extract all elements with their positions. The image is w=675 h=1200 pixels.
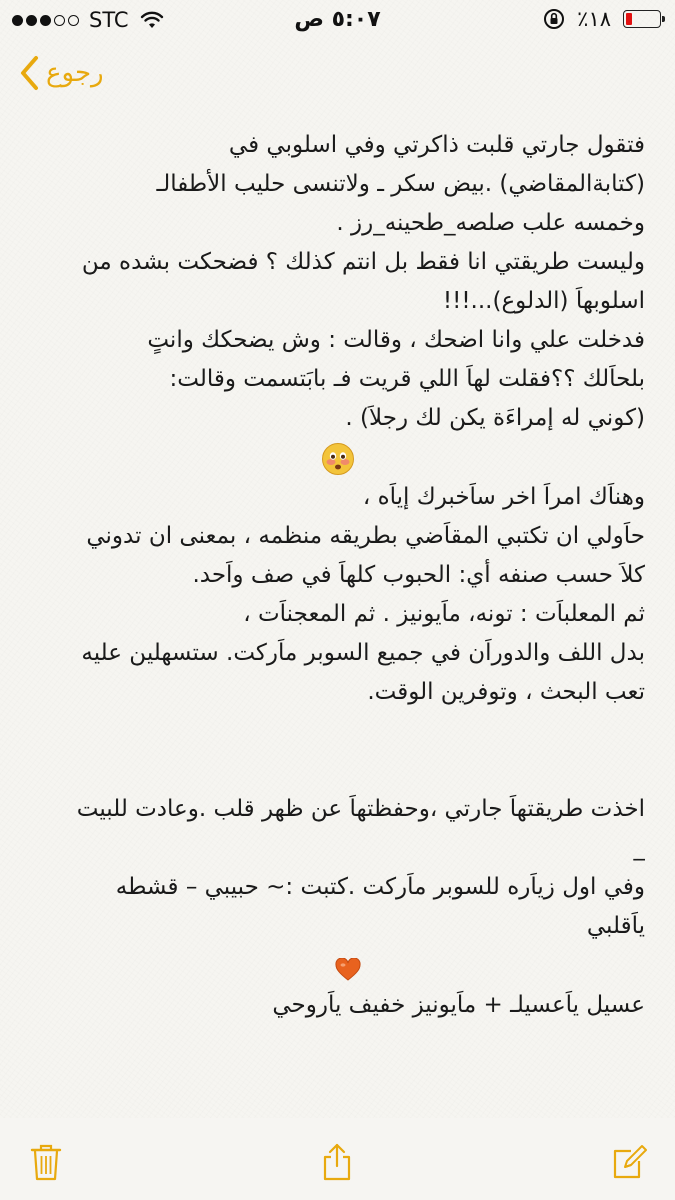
rotation-lock-icon [543,8,565,30]
bottom-toolbar [0,1118,675,1200]
chevron-left-icon [18,54,40,92]
share-icon [319,1142,355,1182]
status-time: ٥:٠٧ ص [294,7,381,32]
note-line: ثم المعلباَت : تونه، ماَيونيز . ثم المعجناَت ، [243,601,645,627]
share-button[interactable] [319,1142,355,1182]
note-line: اسلوبهاَ (الدلوع)...!!! [442,288,645,314]
status-right [543,7,661,31]
note-line: عسيل ياَعسيلـ + ماَيونيز خفيف ياَروحي [272,992,645,1018]
note-line: وهناَك امراَ اخر ساَخبرك إياَه ، [362,484,645,510]
trash-icon [28,1142,64,1182]
note-line: وفي اول زياَره للسوبر ماَركت .كتبت :~ حبيبي – قشطه [115,874,645,900]
orange-heart-icon [335,955,361,979]
note-line: (كوني له إمراءَة يكن لك رجلاَ) . [345,405,645,431]
navigation-bar [0,48,675,108]
note-line: فتقول جارتي قلبت ذاكرتي وفي اسلوبي في [228,132,645,158]
note-line: بلحاَلك ؟؟فقلت لهاَ اللي قريت فـ بابَتسمت وقالت: [169,366,645,392]
carrier-name: STC [89,8,129,32]
note-line: (كتابةالمقاضي) .بيض سكر ـ ولاتنسى حليب الأطفالـ [156,171,645,197]
back-button[interactable] [18,54,104,92]
note-line [25,751,645,790]
battery-icon [623,10,661,28]
back-label: رجوع [46,58,104,88]
blushing-face-icon [321,442,355,476]
note-line: وخمسه علب صلصه_طحينه_رز . [336,210,645,236]
note-line: حاَولي ان تكتبي المقاَضي بطريقه منظمه ، بمعنى ان تدوني [86,523,645,549]
battery-percent: ٪١٨ [577,7,611,31]
note-line: فدخلت علي وانا اضحك ، وقالت : وش يضحكك وانتٍ [147,327,645,353]
note-line-emoji [25,946,645,986]
trash-button[interactable] [28,1142,64,1182]
note-line-emoji [25,438,645,478]
compose-button[interactable] [611,1142,647,1182]
compose-icon [611,1142,647,1182]
note-line: _ [633,835,645,861]
note-line: بدل اللف والدوراَن في جميع السوبر ماَركت. ستسهلين عليه [81,640,645,666]
note-line: كلاَ حسب صنفه أي: الحبوب كلهاَ في صف واَحد. [192,562,645,588]
battery-level [626,13,632,25]
note-line: ياَقلبي [586,913,645,939]
note-line [25,712,645,751]
status-bar [0,0,675,40]
note-line: وليست طريقتي انا فقط بل انتم كذلك ؟ فضحكت بشده من [81,249,645,275]
note-line: تعب البحث ، وتوفرين الوقت. [367,679,645,705]
note-line: اخذت طريقتهاَ جارتي ،وحفظتهاَ عن ظهر قلب .وعادت للبيت [76,796,645,822]
note-body[interactable] [25,126,645,1136]
